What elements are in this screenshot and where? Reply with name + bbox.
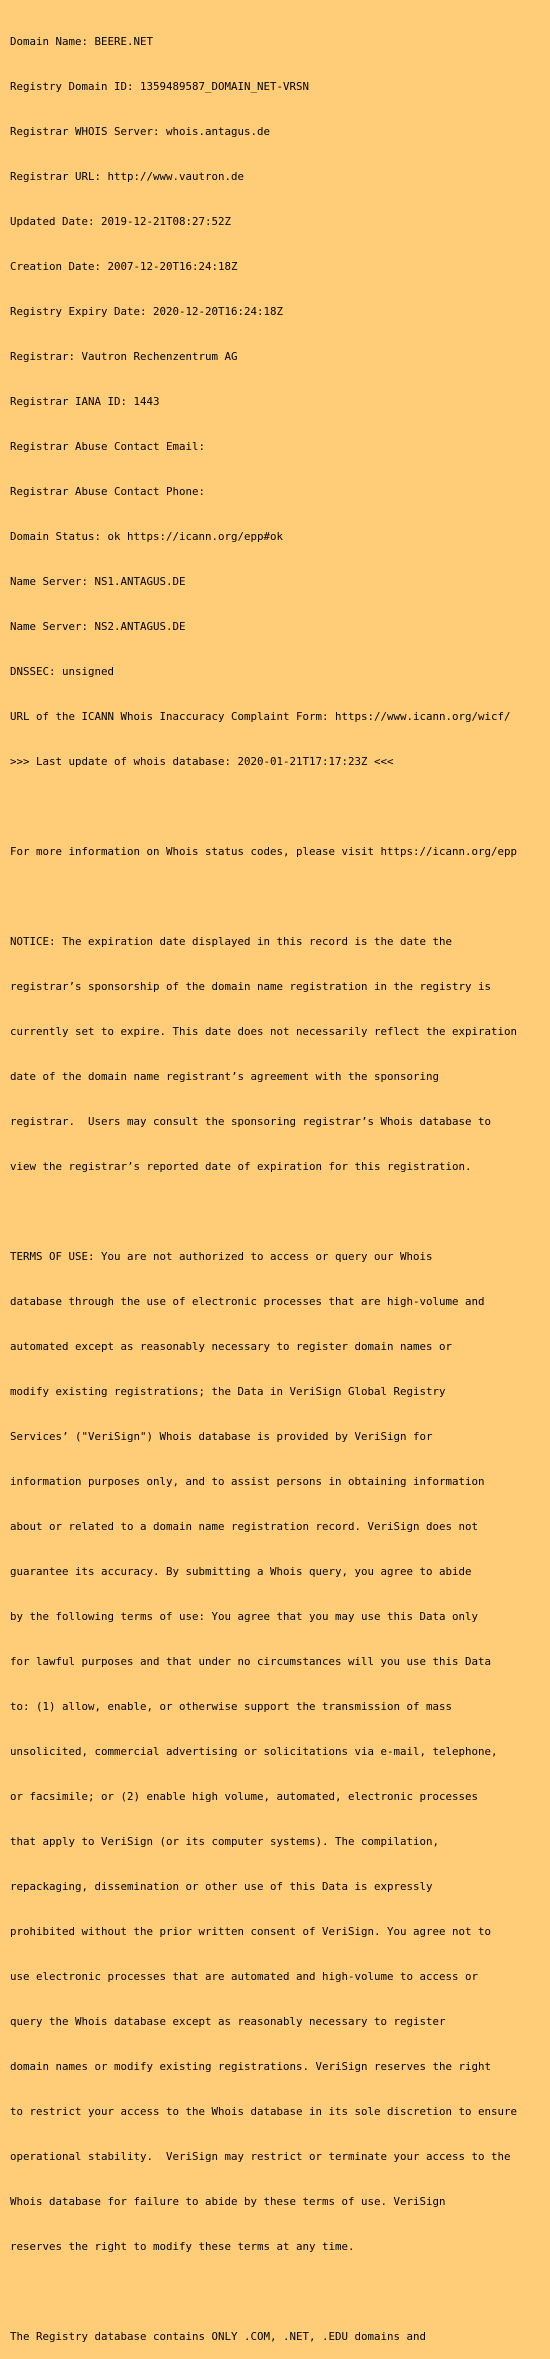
whois-line-abuse-phone: Registrar Abuse Contact Phone:	[10, 485, 206, 498]
registry-database-line: The Registry database contains ONLY .COM, .NET, .EDU domains and	[10, 2330, 427, 2343]
whois-line-blank	[10, 889, 550, 904]
whois-line-blank	[10, 799, 550, 814]
whois-line-abuse-email: Registrar Abuse Contact Email:	[10, 440, 206, 453]
whois-line-registry-domain-id: Registry Domain ID: 1359489587_DOMAIN_NET-VRSN	[10, 80, 310, 93]
notice-paragraph-line: registrar. Users may consult the sponsoring registrar’s Whois database to	[10, 1115, 492, 1128]
whois-line-dnssec: DNSSEC: unsigned	[10, 665, 115, 678]
terms-paragraph-line: information purposes only, and to assist persons in obtaining information	[10, 1475, 485, 1488]
whois-line-creation-date: Creation Date: 2007-12-20T16:24:18Z	[10, 260, 238, 273]
notice-paragraph-line: registrar’s sponsorship of the domain name registration in the registry is	[10, 980, 492, 993]
terms-paragraph-line: or facsimile; or (2) enable high volume, automated, electronic processes	[10, 1790, 479, 1803]
whois-line-registrar: Registrar: Vautron Rechenzentrum AG	[10, 350, 238, 363]
notice-paragraph-line: NOTICE: The expiration date displayed in this record is the date the	[10, 935, 453, 948]
whois-line-domain-status: Domain Status: ok https://icann.org/epp#ok	[10, 530, 284, 543]
terms-paragraph-line: Whois database for failure to abide by these terms of use. VeriSign	[10, 2195, 446, 2208]
terms-paragraph-line: query the Whois database except as reasonably necessary to register	[10, 2015, 446, 2028]
whois-line-blank	[10, 1204, 550, 1219]
whois-line-registrar-url: Registrar URL: http://www.vautron.de	[10, 170, 245, 183]
whois-line-icann-complaint-url: URL of the ICANN Whois Inaccuracy Complaint Form: https://www.icann.org/wicf/	[10, 710, 511, 723]
notice-paragraph-line: date of the domain name registrant’s agreement with the sponsoring	[10, 1070, 440, 1083]
whois-line-last-update: >>> Last update of whois database: 2020-01-21T17:17:23Z <<<	[10, 755, 394, 768]
notice-paragraph-line: view the registrar’s reported date of expiration for this registration.	[10, 1160, 472, 1173]
terms-paragraph-line: use electronic processes that are automated and high-volume to access or	[10, 1970, 479, 1983]
whois-line-name-server-2: Name Server: NS2.ANTAGUS.DE	[10, 620, 186, 633]
terms-paragraph-line: unsolicited, commercial advertising or solicitations via e-mail, telephone,	[10, 1745, 498, 1758]
whois-line-registrar-iana-id: Registrar IANA ID: 1443	[10, 395, 160, 408]
terms-paragraph-line: modify existing registrations; the Data in VeriSign Global Registry	[10, 1385, 446, 1398]
terms-paragraph-line: by the following terms of use: You agree that you may use this Data only	[10, 1610, 479, 1623]
terms-paragraph-line: domain names or modify existing registrations. VeriSign reserves the right	[10, 2060, 492, 2073]
terms-paragraph-line: database through the use of electronic processes that are high-volume and	[10, 1295, 485, 1308]
whois-line-expiry-date: Registry Expiry Date: 2020-12-20T16:24:18Z	[10, 305, 284, 318]
whois-line-domain-name: Domain Name: BEERE.NET	[10, 35, 154, 48]
whois-line-name-server-1: Name Server: NS1.ANTAGUS.DE	[10, 575, 186, 588]
terms-paragraph-line: to: (1) allow, enable, or otherwise support the transmission of mass	[10, 1700, 453, 1713]
whois-line-registrar-whois-server: Registrar WHOIS Server: whois.antagus.de	[10, 125, 271, 138]
terms-paragraph-line: reserves the right to modify these terms at any time.	[10, 2240, 355, 2253]
terms-paragraph-line: repackaging, dissemination or other use of this Data is expressly	[10, 1880, 433, 1893]
whois-line-status-codes-info: For more information on Whois status codes, please visit https://icann.org/epp	[10, 845, 518, 858]
terms-paragraph-line: operational stability. VeriSign may restrict or terminate your access to the	[10, 2150, 511, 2163]
whois-record-text	[10, 4, 550, 2359]
terms-paragraph-line: guarantee its accuracy. By submitting a Whois query, you agree to abide	[10, 1565, 472, 1578]
whois-line-updated-date: Updated Date: 2019-12-21T08:27:52Z	[10, 215, 232, 228]
terms-paragraph-line: for lawful purposes and that under no circumstances will you use this Data	[10, 1655, 492, 1668]
terms-paragraph-line: automated except as reasonably necessary to register domain names or	[10, 1340, 453, 1353]
terms-paragraph-line: Services’ ("VeriSign") Whois database is provided by VeriSign for	[10, 1430, 433, 1443]
terms-paragraph-line: to restrict your access to the Whois database in its sole discretion to ensure	[10, 2105, 518, 2118]
notice-paragraph-line: currently set to expire. This date does not necessarily reflect the expiration	[10, 1025, 518, 1038]
terms-paragraph-line: that apply to VeriSign (or its computer systems). The compilation,	[10, 1835, 440, 1848]
terms-paragraph-line: TERMS OF USE: You are not authorized to access or query our Whois	[10, 1250, 433, 1263]
terms-paragraph-line: about or related to a domain name registration record. VeriSign does not	[10, 1520, 479, 1533]
terms-paragraph-line: prohibited without the prior written consent of VeriSign. You agree not to	[10, 1925, 492, 1938]
whois-line-blank	[10, 2284, 550, 2299]
